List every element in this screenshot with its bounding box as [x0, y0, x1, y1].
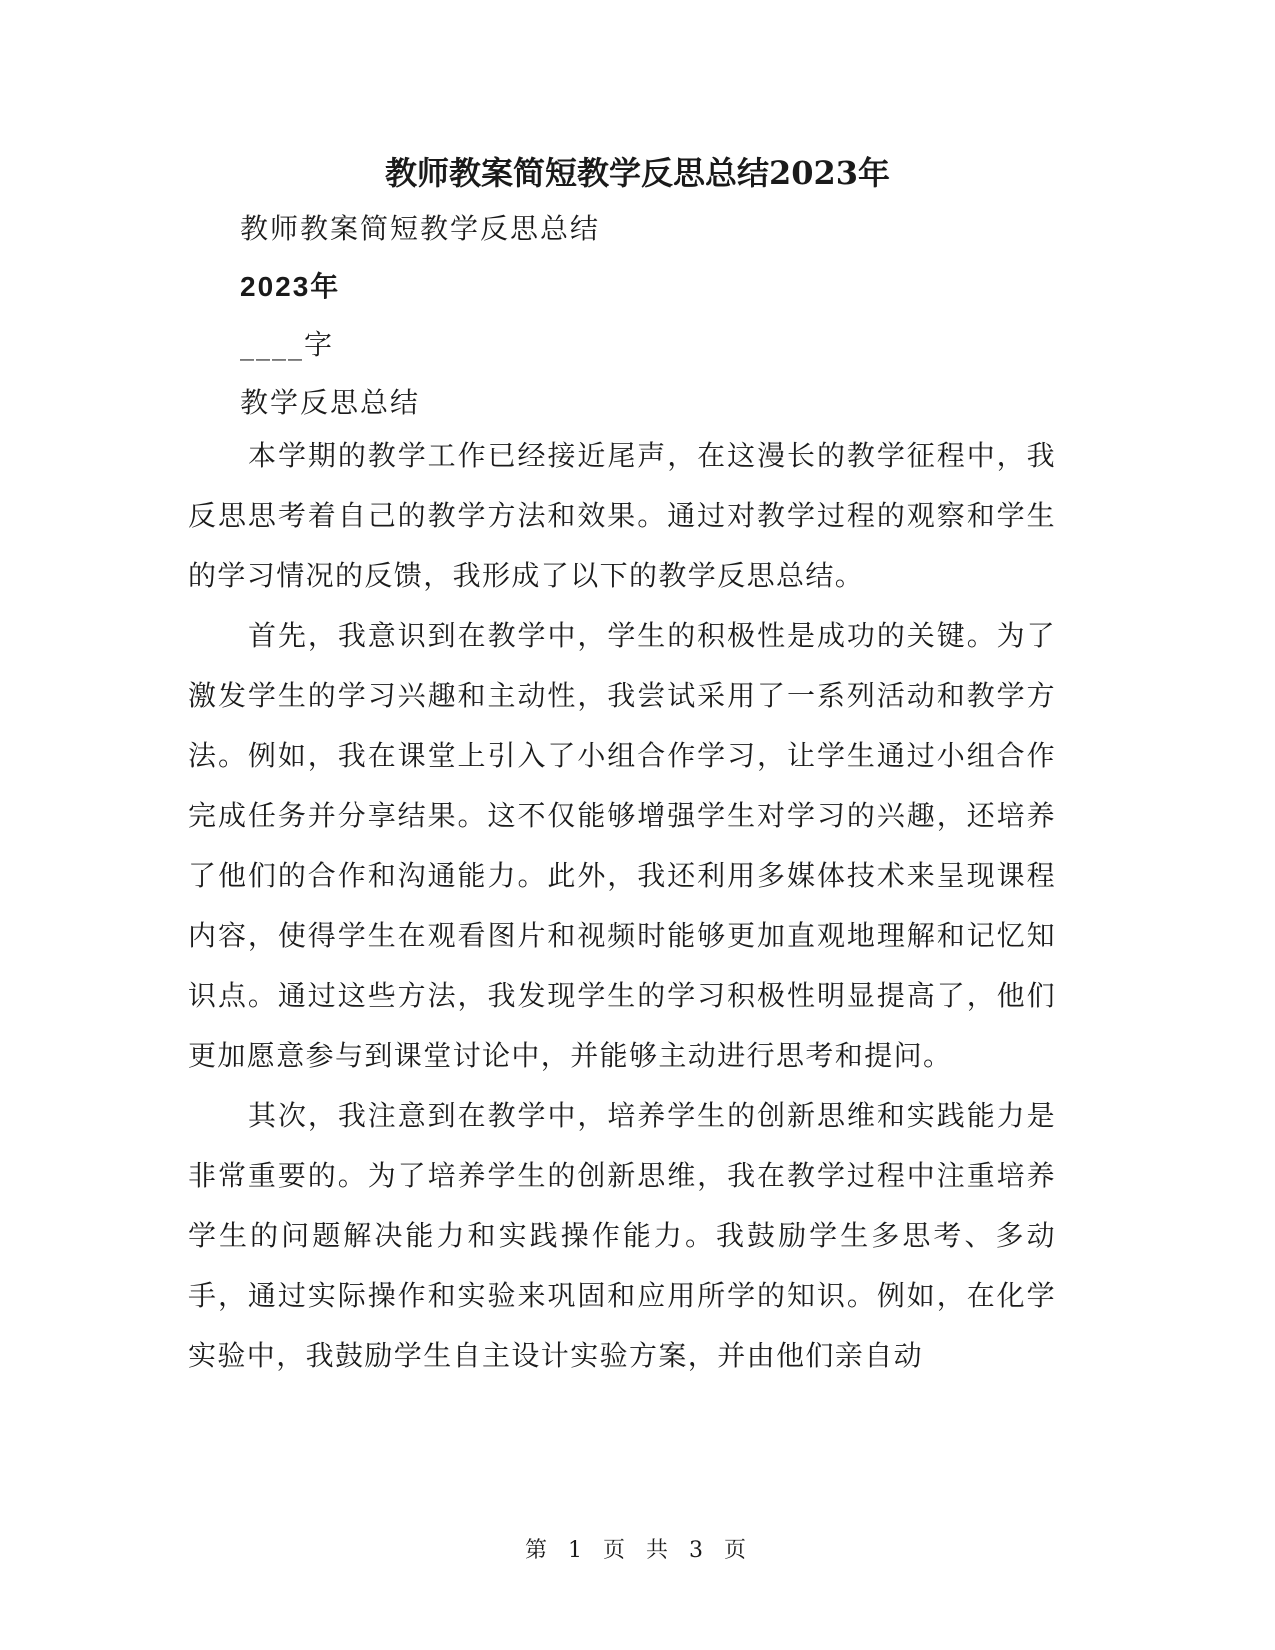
paragraph-1: 本学期的教学工作已经接近尾声，在这漫长的教学征程中，我反思思考着自己的教学方法和效果。通过对教学过程的观察和学生的学习情况的反馈，我形成了以下的教学反思总结。	[188, 439, 1056, 592]
page-footer: 第 1 页 共 3 页	[525, 1538, 750, 1563]
paragraph-3: 其次，我注意到在教学中，培养学生的创新思维和实践能力是非常重要的。为了培养学生的创新思维，我在教学过程中注重培养学生的问题解决能力和实践操作能力。我鼓励学生多思考、多动手，通过实际操作和实验来巩固和应用所学的知识。例如，在化学实验中，我鼓励学生自主设计实验方案，并由他们亲自动	[188, 1099, 1056, 1372]
body-text	[188, 426, 1056, 1386]
section-heading: 教学反思总结	[240, 386, 421, 419]
subtitle-line: 教师教案简短教学反思总结	[240, 212, 601, 245]
word-count-line: ____字	[240, 328, 335, 361]
paragraph-2: 首先，我意识到在教学中，学生的积极性是成功的关键。为了激发学生的学习兴趣和主动性，我尝试采用了一系列活动和教学方法。例如，我在课堂上引入了小组合作学习，让学生通过小组合作完成任务并分享结果。这不仅能够增强学生对学习的兴趣，还培养了他们的合作和沟通能力。此外，我还利用多媒体技术来呈现课程内容，使得学生在观看图片和视频时能够更加直观地理解和记忆知识点。通过这些方法，我发现学生的学习积极性明显提高了，他们更加愿意参与到课堂讨论中，并能够主动进行思考和提问。	[188, 619, 1056, 1072]
document-title: 教师教案简短教学反思总结2023年	[384, 154, 891, 192]
subtitle-year: 2023年	[240, 271, 341, 302]
